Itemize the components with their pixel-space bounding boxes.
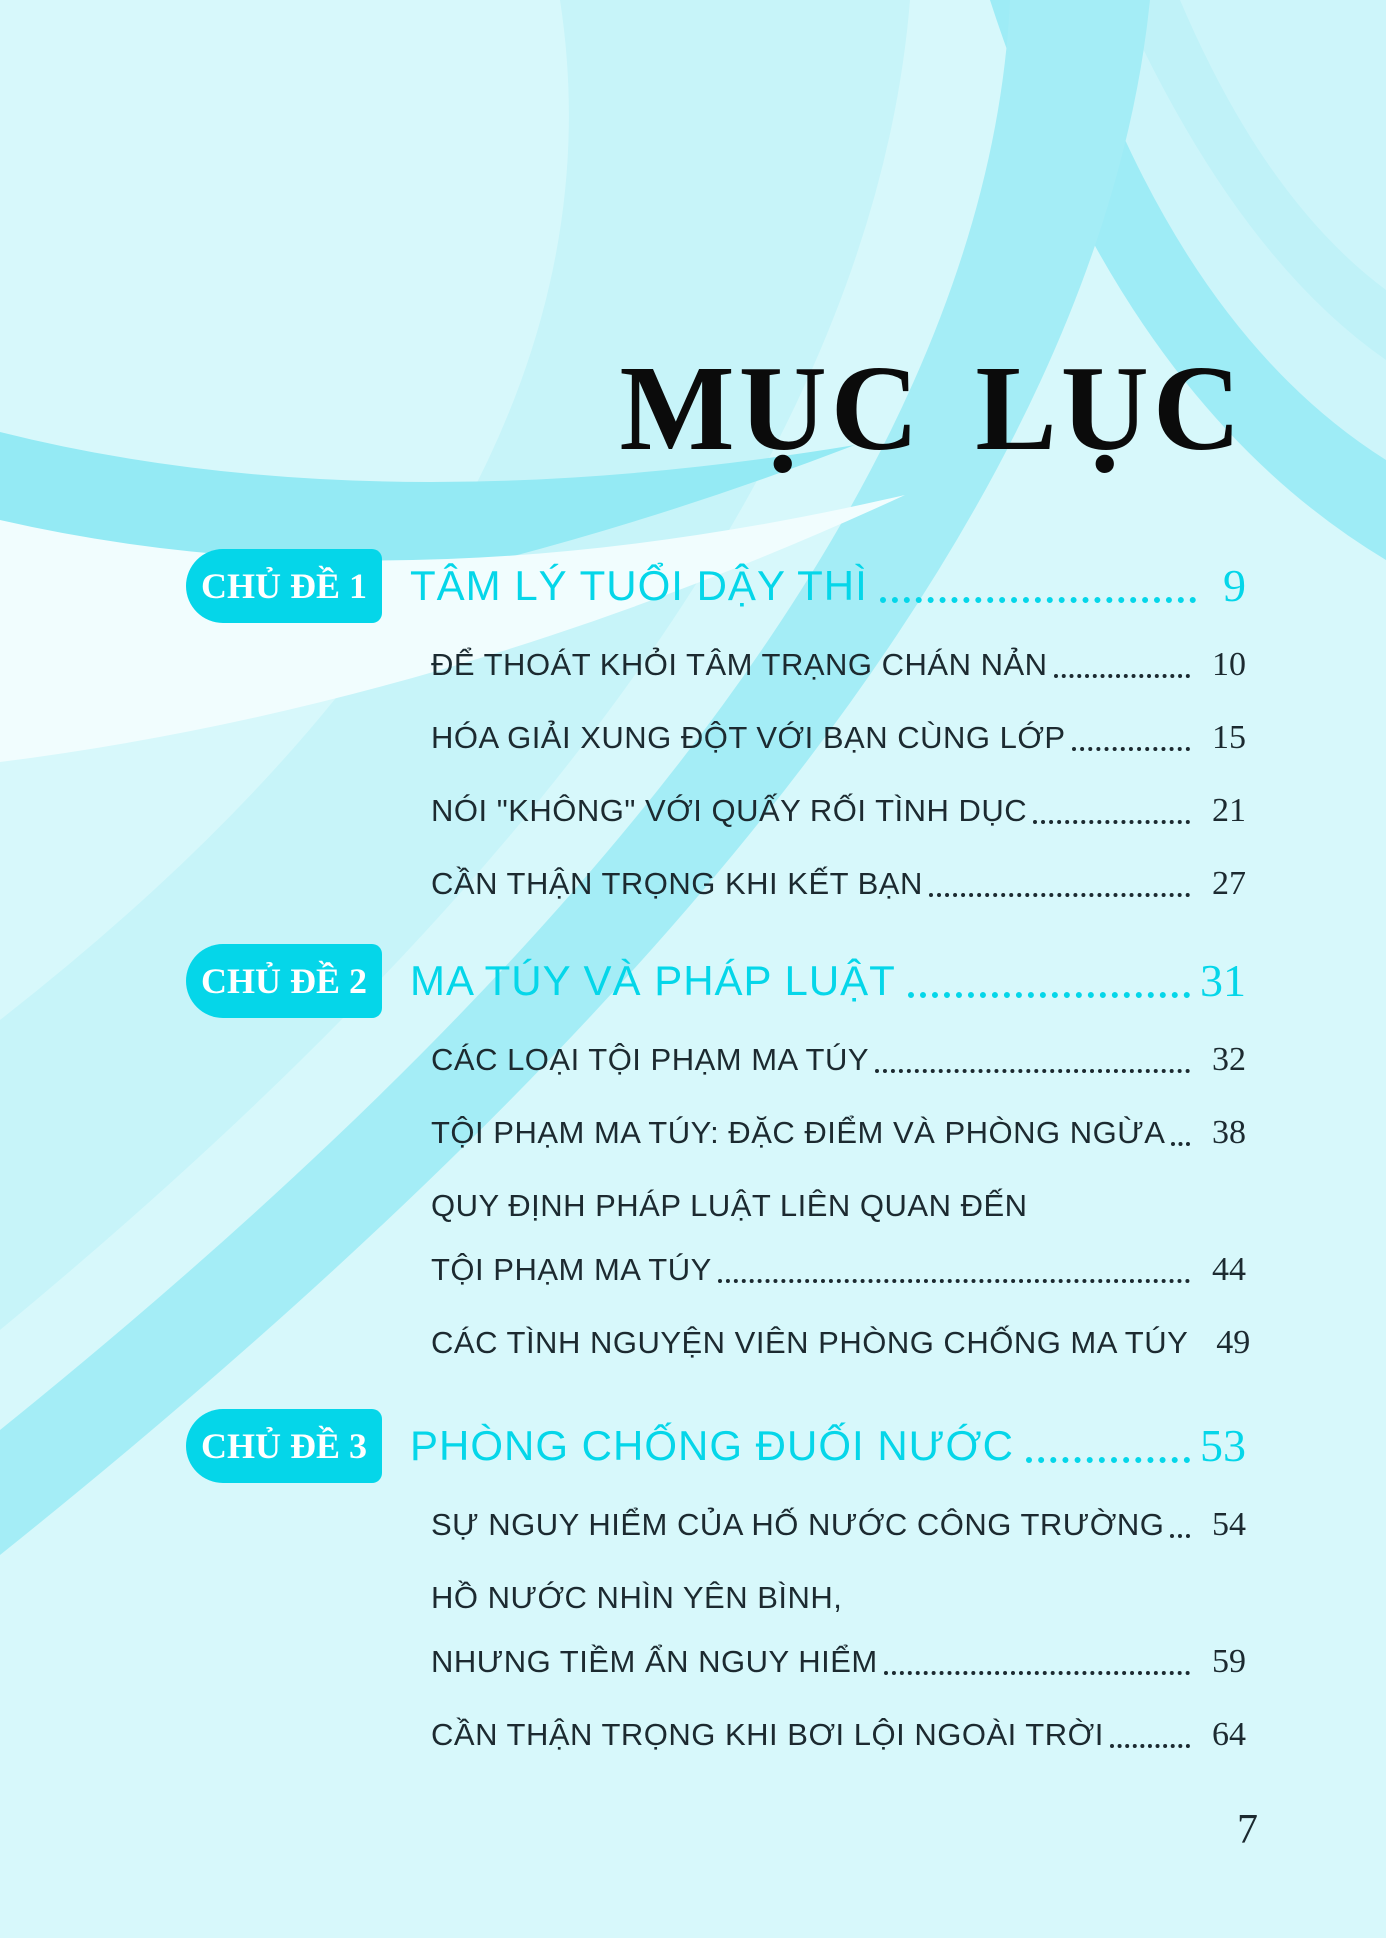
section-page-number: 53 bbox=[1200, 1420, 1246, 1471]
toc-item-page-number: 21 bbox=[1212, 792, 1246, 829]
page-number: 7 bbox=[1237, 1807, 1258, 1853]
toc-item-line bbox=[431, 1566, 1246, 1630]
chapter-badge bbox=[186, 549, 382, 623]
toc-item-page-number: 27 bbox=[1212, 865, 1246, 902]
chapter-badge bbox=[186, 1409, 382, 1483]
dot-leader bbox=[908, 992, 1190, 998]
toc-item-line bbox=[431, 1493, 1246, 1557]
section-title-row bbox=[410, 549, 1246, 623]
toc-item-line bbox=[431, 852, 1246, 916]
toc-item-title: HỒ NƯỚC NHÌN YÊN BÌNH, bbox=[431, 1580, 843, 1615]
toc-item bbox=[431, 779, 1246, 843]
toc-item-line bbox=[431, 633, 1246, 697]
section-page-number: 31 bbox=[1200, 955, 1246, 1006]
toc-item bbox=[431, 852, 1246, 916]
toc-item-page-number: 49 bbox=[1216, 1324, 1251, 1361]
page-title: MỤC LỤC bbox=[619, 341, 1245, 476]
toc-item-title: CÁC TÌNH NGUYỆN VIÊN PHÒNG CHỐNG MA TÚY bbox=[431, 1325, 1189, 1360]
dot-leader bbox=[1171, 1142, 1190, 1146]
section-title: PHÒNG CHỐNG ĐUỐI NƯỚC bbox=[410, 1422, 1014, 1469]
dot-leader bbox=[1054, 674, 1190, 678]
section-title-row bbox=[410, 944, 1246, 1018]
section-items bbox=[431, 1028, 1251, 1375]
toc-item-title: CÁC LOẠI TỘI PHẠM MA TÚY bbox=[431, 1042, 870, 1077]
toc-item-title: TỘI PHẠM MA TÚY bbox=[431, 1252, 712, 1287]
toc-item-page-number: 32 bbox=[1212, 1041, 1246, 1078]
toc-section bbox=[186, 944, 1251, 1375]
toc-item-line bbox=[431, 1101, 1246, 1165]
toc-item-line bbox=[431, 1174, 1246, 1238]
toc-item-title: ĐỂ THOÁT KHỎI TÂM TRẠNG CHÁN NẢN bbox=[431, 647, 1048, 682]
toc-item-page-number: 38 bbox=[1212, 1114, 1246, 1151]
toc-item-line bbox=[431, 706, 1246, 770]
toc-item-line bbox=[431, 779, 1246, 843]
dot-leader bbox=[1170, 1534, 1190, 1538]
toc-item-page-number: 54 bbox=[1212, 1506, 1246, 1543]
toc-item bbox=[431, 706, 1246, 770]
toc-section bbox=[186, 549, 1246, 916]
toc-item-title: CẦN THẬN TRỌNG KHI KẾT BẠN bbox=[431, 866, 923, 901]
dot-leader bbox=[1110, 1744, 1190, 1748]
section-header bbox=[186, 944, 1246, 1018]
chapter-badge-label: CHỦ ĐỀ 2 bbox=[200, 961, 367, 1001]
dot-leader bbox=[884, 1671, 1190, 1675]
section-page-number: 9 bbox=[1223, 560, 1246, 611]
toc-item-title: CẦN THẬN TRỌNG KHI BƠI LỘI NGOÀI TRỜI bbox=[431, 1717, 1104, 1752]
chapter-badge-label: CHỦ ĐỀ 3 bbox=[200, 1426, 367, 1466]
section-items bbox=[431, 633, 1246, 916]
toc-item bbox=[431, 1101, 1246, 1165]
section-title: MA TÚY VÀ PHÁP LUẬT bbox=[410, 957, 896, 1004]
dot-leader bbox=[880, 597, 1196, 603]
section-header bbox=[186, 549, 1246, 623]
toc-item bbox=[431, 1311, 1251, 1375]
toc-item bbox=[431, 1493, 1246, 1557]
toc-item-page-number: 10 bbox=[1212, 646, 1246, 683]
chapter-badge-label: CHỦ ĐỀ 1 bbox=[200, 566, 367, 606]
toc-item bbox=[431, 1703, 1246, 1767]
dot-leader bbox=[718, 1279, 1190, 1283]
toc-item bbox=[431, 1174, 1246, 1302]
dot-leader bbox=[1072, 747, 1190, 751]
dot-leader bbox=[1033, 820, 1190, 824]
section-items bbox=[431, 1493, 1246, 1767]
toc-item-page-number: 64 bbox=[1212, 1716, 1246, 1753]
section-header bbox=[186, 1409, 1246, 1483]
toc-item-title: NHƯNG TIỀM ẨN NGUY HIỂM bbox=[431, 1644, 878, 1679]
toc-item-title: HÓA GIẢI XUNG ĐỘT VỚI BẠN CÙNG LỚP bbox=[431, 720, 1066, 755]
dot-leader bbox=[875, 1069, 1190, 1073]
toc-item-page-number: 44 bbox=[1212, 1251, 1246, 1288]
toc-item-line bbox=[431, 1703, 1246, 1767]
toc-item bbox=[431, 633, 1246, 697]
dot-leader bbox=[929, 893, 1190, 897]
toc-item-title: TỘI PHẠM MA TÚY: ĐẶC ĐIỂM VÀ PHÒNG NGỪA bbox=[431, 1115, 1166, 1150]
section-title-row bbox=[410, 1409, 1246, 1483]
toc-section bbox=[186, 1409, 1246, 1767]
dot-leader bbox=[1026, 1457, 1190, 1463]
toc-item bbox=[431, 1566, 1246, 1694]
toc-item-title: QUY ĐỊNH PHÁP LUẬT LIÊN QUAN ĐẾN bbox=[431, 1188, 1028, 1223]
section-title: TÂM LÝ TUỔI DẬY THÌ bbox=[410, 562, 868, 609]
toc-item-title: NÓI "KHÔNG" VỚI QUẤY RỐI TÌNH DỤC bbox=[431, 793, 1028, 828]
toc-item-line bbox=[431, 1630, 1246, 1694]
toc-item-page-number: 59 bbox=[1212, 1643, 1246, 1680]
toc-item-line bbox=[431, 1028, 1246, 1092]
toc-item-line bbox=[431, 1311, 1251, 1375]
toc-item bbox=[431, 1028, 1246, 1092]
toc-item-line bbox=[431, 1238, 1246, 1302]
chapter-badge bbox=[186, 944, 382, 1018]
toc-item-title: SỰ NGUY HIỂM CỦA HỐ NƯỚC CÔNG TRƯỜNG bbox=[431, 1507, 1165, 1542]
toc-item-page-number: 15 bbox=[1212, 719, 1246, 756]
